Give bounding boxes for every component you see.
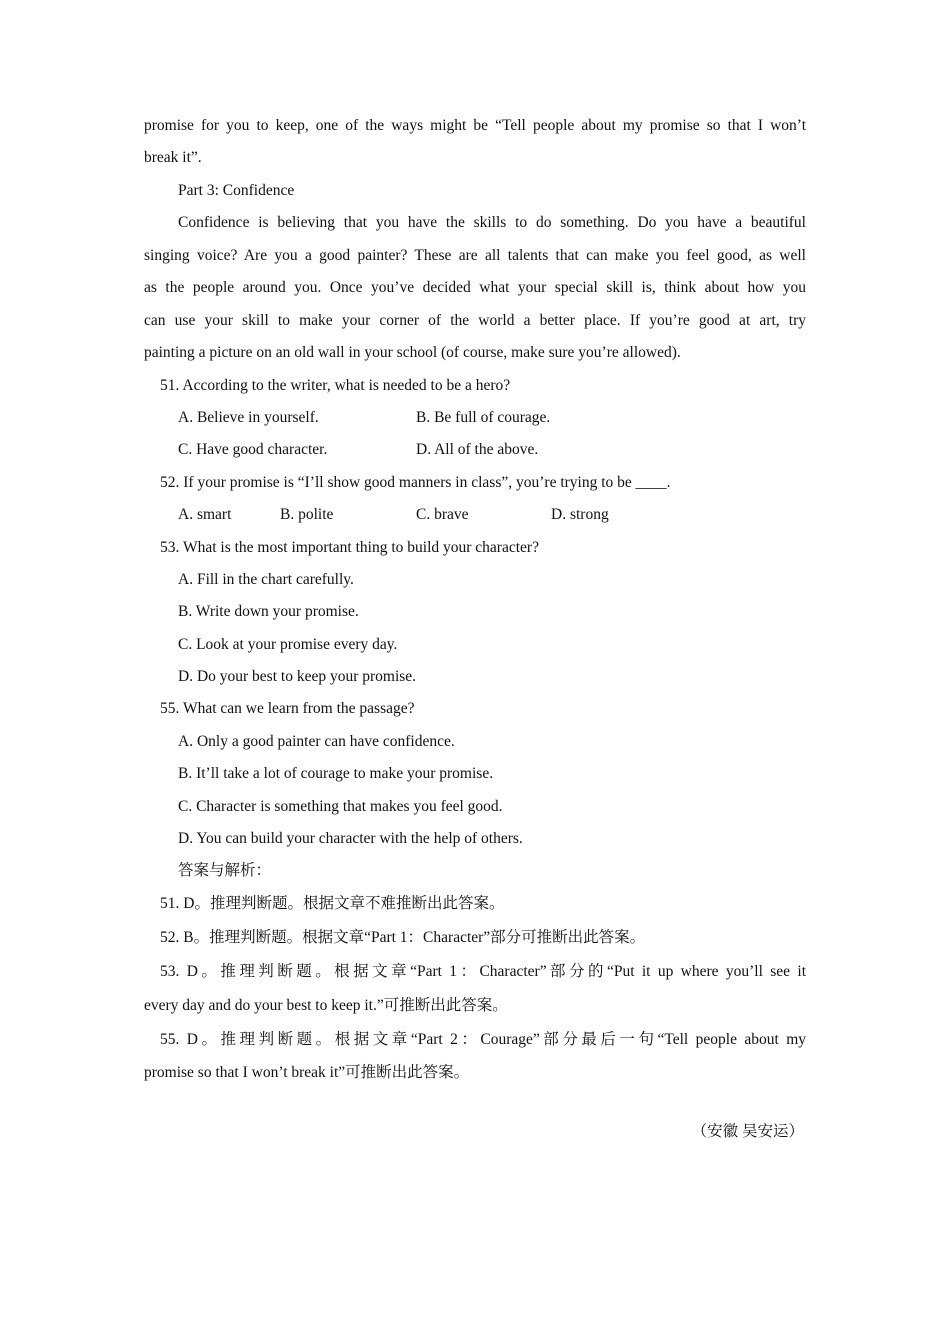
option: A. Fill in the chart carefully. (178, 571, 354, 588)
option: C. brave (416, 506, 469, 523)
option: D. strong (551, 506, 609, 523)
option: A. Only a good painter can have confidence. (178, 733, 455, 750)
option: D. Do your best to keep your promise. (178, 668, 417, 685)
option: B. Write down your promise. (178, 603, 359, 620)
passage-line: singing voice? Are you a good painter? These are all talents that can make you feel good, as well (144, 247, 806, 264)
question-stem: 55. What can we learn from the passage? (160, 700, 415, 717)
passage-line: painting a picture on an old wall in your school (of course, make sure you’re allowed). (144, 344, 681, 361)
option: D. All of the above. (416, 441, 539, 458)
answer-line: 55. D。推理判断题。根据文章“Part 2：Courage”部分最后一句“Tell people about my (160, 1031, 806, 1048)
passage-line: Confidence is believing that you have the skills to do something. Do you have a beautiful (178, 214, 806, 231)
question-stem: 53. What is the most important thing to build your character? (160, 539, 539, 556)
answer-line: 52. B。推理判断题。根据文章“Part 1：Character”部分可推断出此答案。 (160, 929, 646, 946)
author-credit: （安徽 吴安运） (691, 1123, 804, 1140)
question-stem: 51. According to the writer, what is needed to be a hero? (160, 377, 511, 394)
passage-line: can use your skill to make your corner of the world a better place. If you’re good at art, try (144, 312, 806, 329)
option: A. Believe in yourself. (178, 409, 319, 426)
answers-heading: 答案与解析： (178, 862, 272, 879)
passage-line: break it”. (144, 149, 202, 166)
option: C. Have good character. (178, 441, 328, 458)
section-heading: Part 3: Confidence (178, 182, 295, 199)
option: C. Look at your promise every day. (178, 636, 398, 653)
answer-line: 51. D。推理判断题。根据文章不难推断出此答案。 (160, 895, 505, 912)
option: A. smart (178, 506, 232, 523)
passage-line: as the people around you. Once you’ve decided what your special skill is, think about how you (144, 279, 806, 296)
option: D. You can build your character with the help of others. (178, 830, 523, 847)
question-stem: 52. If your promise is “I’ll show good manners in class”, you’re trying to be ____. (160, 474, 671, 491)
option: B. Be full of courage. (416, 409, 551, 426)
answer-line: every day and do your best to keep it.”可推断出此答案。 (144, 997, 508, 1014)
answer-line: promise so that I won’t break it”可推断出此答案。 (144, 1064, 470, 1081)
answer-line: 53. D。推理判断题。根据文章“Part 1：Character”部分的“Put it up where you’ll see it (160, 963, 806, 980)
passage-line: promise for you to keep, one of the ways might be “Tell people about my promise so that I won’t (144, 117, 806, 134)
option: C. Character is something that makes you feel good. (178, 798, 503, 815)
option: B. polite (280, 506, 334, 523)
option: B. It’ll take a lot of courage to make your promise. (178, 765, 494, 782)
